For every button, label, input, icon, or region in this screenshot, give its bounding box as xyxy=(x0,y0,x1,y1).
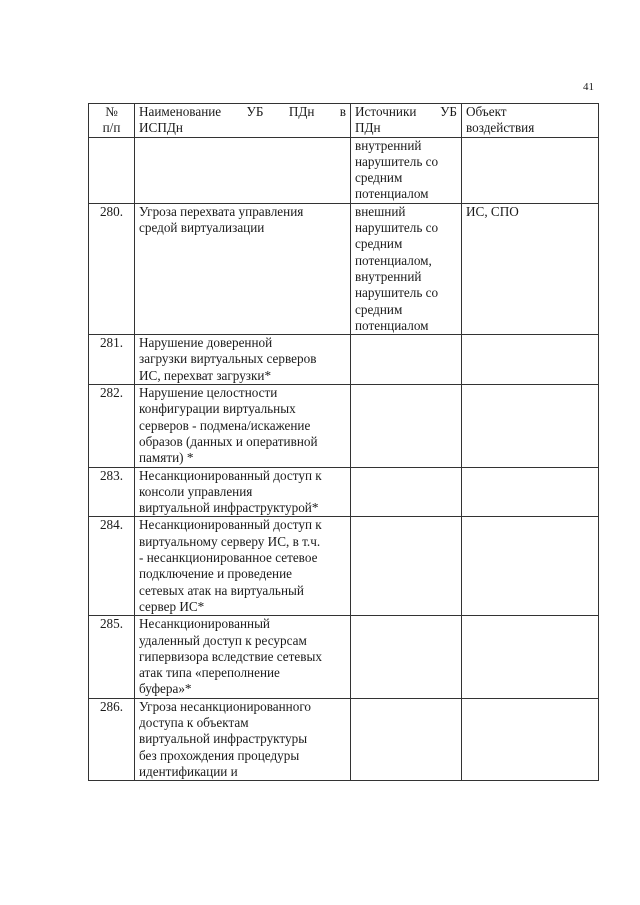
row-number: 280. xyxy=(89,203,135,334)
table-row xyxy=(89,137,599,203)
threat-name-line: гипервизора вследствие сетевых xyxy=(139,648,322,664)
threat-name-line: сетевых атак на виртуальный xyxy=(139,582,304,598)
threat-name-cell xyxy=(135,698,351,780)
threat-name-line: сервер ИС* xyxy=(139,598,205,614)
header-number-line: № xyxy=(105,104,118,119)
threat-name-line: образов (данных и оперативной xyxy=(139,433,318,449)
source-cell xyxy=(351,137,462,203)
threat-name-line: доступа к объектам xyxy=(139,714,249,730)
source-cell xyxy=(351,698,462,780)
table-row xyxy=(89,203,599,334)
source-line: потенциалом xyxy=(355,317,429,333)
source-line: внутренний xyxy=(355,268,422,284)
threat-name-line: Несанкционированный xyxy=(139,616,270,632)
source-line: внутренний xyxy=(355,137,422,153)
threat-name-line: без прохождения процедуры xyxy=(139,747,300,763)
threat-name-line: Несанкционированный доступ к xyxy=(139,467,322,483)
threat-name-line: удаленный доступ к ресурсам xyxy=(139,632,307,648)
row-number: 281. xyxy=(89,335,135,385)
object-cell xyxy=(462,203,599,334)
threat-name-cell xyxy=(135,137,351,203)
object-cell xyxy=(462,517,599,616)
header-word: УБ xyxy=(440,104,457,119)
threat-name-line: виртуальной инфраструктурой* xyxy=(139,500,319,516)
header-word: Источники xyxy=(355,104,417,119)
threats-table xyxy=(88,103,599,781)
threat-name-line: Несанкционированный доступ к xyxy=(139,517,322,533)
threat-name-line: конфигурации виртуальных xyxy=(139,401,296,417)
threat-name-cell xyxy=(135,335,351,385)
threat-name-cell xyxy=(135,385,351,467)
row-number xyxy=(89,137,135,203)
source-line: внешний xyxy=(355,203,406,219)
threat-name-line: атак типа «переполнение xyxy=(139,665,280,681)
header-word: УБ xyxy=(246,104,264,119)
header-number-line: п/п xyxy=(102,120,121,136)
threat-name-line: Нарушение доверенной xyxy=(139,335,273,351)
threat-name-line: Нарушение целостности xyxy=(139,385,278,401)
object-cell xyxy=(462,385,599,467)
object-line: ИС, СПО xyxy=(466,203,519,219)
source-cell xyxy=(351,517,462,616)
header-threat-name xyxy=(135,104,351,138)
header-threat-name-line1 xyxy=(139,104,346,120)
row-number: 286. xyxy=(89,698,135,780)
page-number: 41 xyxy=(583,81,594,93)
threat-name-line: подключение и проведение xyxy=(139,566,293,582)
source-cell xyxy=(351,616,462,698)
threat-name-line: виртуальному серверу ИС, в т.ч. xyxy=(139,533,321,549)
threat-name-cell xyxy=(135,517,351,616)
header-threat-name-line2: ИСПДн xyxy=(139,120,183,136)
table-row xyxy=(89,616,599,698)
threat-name-line: загрузки виртуальных серверов xyxy=(139,351,317,367)
table-row xyxy=(89,385,599,467)
header-object xyxy=(462,104,599,138)
source-cell xyxy=(351,203,462,334)
header-object-line: Объект xyxy=(466,104,507,119)
header-sources xyxy=(351,104,462,138)
row-number: 282. xyxy=(89,385,135,467)
header-sources-line2: ПДн xyxy=(355,120,381,136)
threat-name-line: виртуальной инфраструктуры xyxy=(139,731,308,747)
table-header-row xyxy=(89,104,599,138)
row-number: 285. xyxy=(89,616,135,698)
table-row xyxy=(89,698,599,780)
threat-name-line: буфера»* xyxy=(139,681,192,697)
threat-name-cell xyxy=(135,203,351,334)
object-cell xyxy=(462,335,599,385)
object-cell xyxy=(462,698,599,780)
header-object-line: воздействия xyxy=(466,120,535,136)
source-line: потенциалом, xyxy=(355,252,432,268)
header-word: ПДн xyxy=(288,104,315,119)
object-cell xyxy=(462,467,599,517)
threat-name-line: серверов - подмена/искажение xyxy=(139,417,311,433)
threat-name-line: ИС, перехват загрузки* xyxy=(139,367,272,383)
threat-name-cell xyxy=(135,467,351,517)
header-word: Наименование xyxy=(139,104,222,119)
source-line: средним xyxy=(355,170,403,186)
threat-name-line: консоли управления xyxy=(139,483,253,499)
threat-name-line: памяти) * xyxy=(139,450,194,466)
table-row xyxy=(89,335,599,385)
object-cell xyxy=(462,137,599,203)
source-line: нарушитель со xyxy=(355,153,439,169)
source-line: средним xyxy=(355,301,403,317)
source-line: средним xyxy=(355,236,403,252)
threat-name-line: Угроза перехвата управления xyxy=(139,203,304,219)
threat-name-line: средой виртуализации xyxy=(139,220,265,236)
threat-name-line: - несанкционированное сетевое xyxy=(139,550,318,566)
source-cell xyxy=(351,335,462,385)
header-sources-line1 xyxy=(355,104,457,120)
source-cell xyxy=(351,385,462,467)
source-line: потенциалом xyxy=(355,186,429,202)
threat-name-line: идентификации и xyxy=(139,763,238,779)
table-row xyxy=(89,467,599,517)
header-word: в xyxy=(339,104,346,119)
header-number xyxy=(89,104,135,138)
threat-name-cell xyxy=(135,616,351,698)
source-cell xyxy=(351,467,462,517)
table-row xyxy=(89,517,599,616)
source-line: нарушитель со xyxy=(355,220,439,236)
row-number: 283. xyxy=(89,467,135,517)
object-cell xyxy=(462,616,599,698)
threat-name-line: Угроза несанкционированного xyxy=(139,698,312,714)
row-number: 284. xyxy=(89,517,135,616)
source-line: нарушитель со xyxy=(355,285,439,301)
